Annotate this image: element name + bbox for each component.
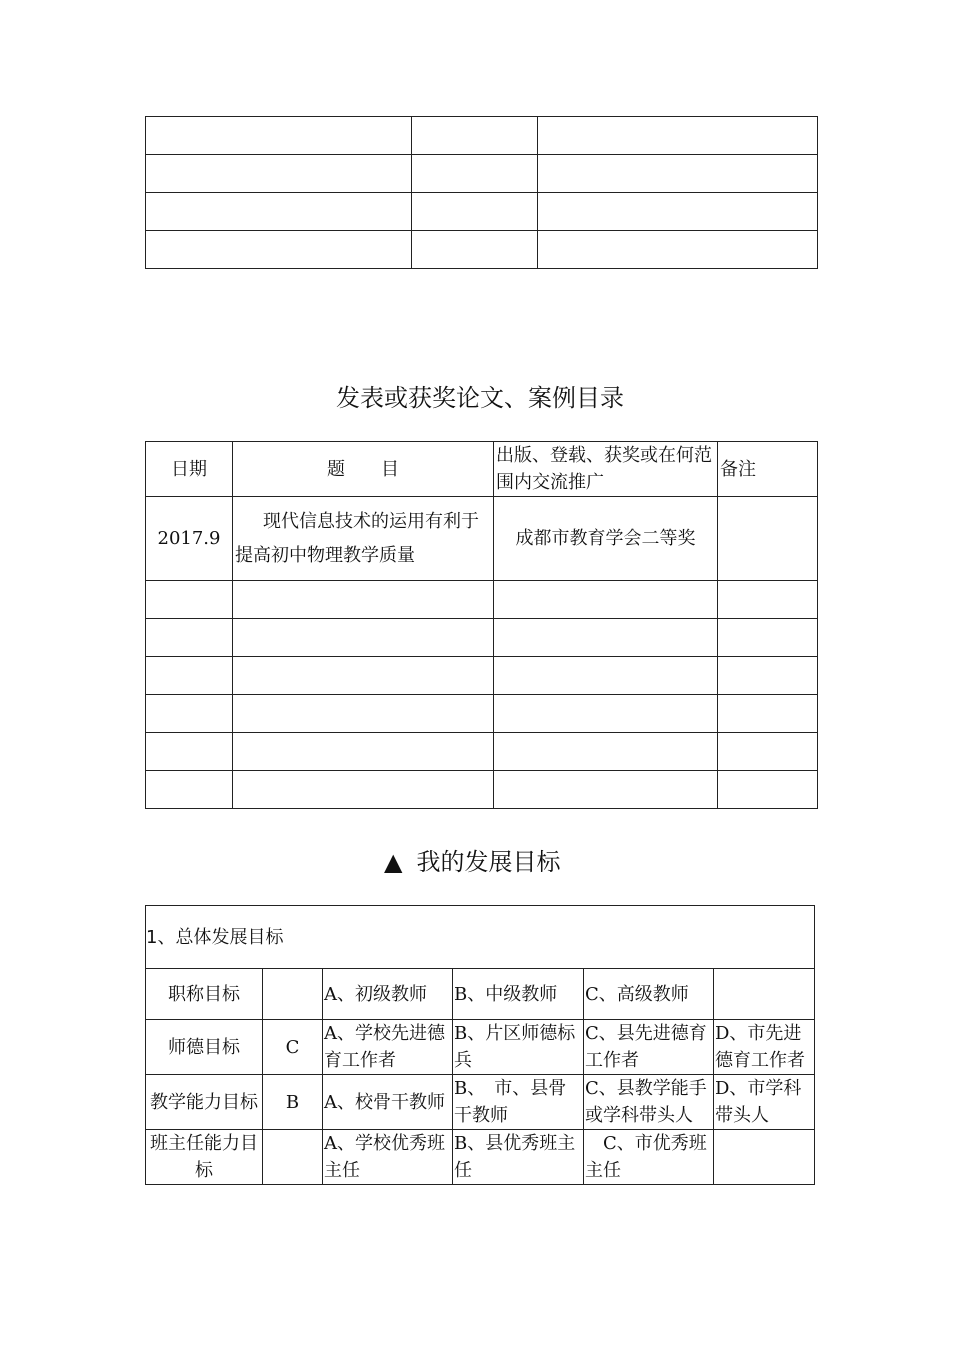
table-row <box>146 581 818 619</box>
papers-table <box>145 441 818 809</box>
goal-value <box>263 969 323 1020</box>
goal-option <box>714 969 815 1020</box>
goal-value: C <box>263 1020 323 1075</box>
table-row <box>146 155 818 193</box>
goal-option: B、中级教师 <box>453 969 584 1020</box>
goal-label: 班主任能力目标 <box>146 1130 263 1185</box>
section-row <box>146 906 815 969</box>
goal-value: B <box>263 1075 323 1130</box>
goal-option: C、县先进德育工作者 <box>584 1020 714 1075</box>
table-row <box>146 231 818 269</box>
header-date: 日期 <box>146 442 233 497</box>
goal-option: C、市优秀班主任 <box>584 1130 714 1185</box>
goal-option: B、县优秀班主任 <box>453 1130 584 1185</box>
table-row <box>146 695 818 733</box>
goal-row <box>146 1130 815 1185</box>
goal-option: C、高级教师 <box>584 969 714 1020</box>
goal-value <box>263 1130 323 1185</box>
table-row <box>146 117 818 155</box>
goal-row <box>146 1075 815 1130</box>
papers-section-title: 发表或获奖论文、案例目录 <box>336 384 624 412</box>
goal-option: D、市先进德育工作者 <box>714 1020 815 1075</box>
header-note: 备注 <box>718 442 818 497</box>
goal-option <box>714 1130 815 1185</box>
table-row <box>146 657 818 695</box>
goal-option: C、县教学能手或学科带头人 <box>584 1075 714 1130</box>
table-header-row <box>146 442 818 497</box>
goal-option: D、市学科带头人 <box>714 1075 815 1130</box>
goal-option: A、学校优秀班主任 <box>323 1130 453 1185</box>
cell-note <box>718 497 818 581</box>
header-scope: 出版、登载、获奖或在何范围内交流推广 <box>494 442 718 497</box>
goal-option: A、初级教师 <box>323 969 453 1020</box>
cell-title-text: 现代信息技术的运用有利于提高初中物理教学质量 <box>235 510 479 566</box>
goal-label: 职称目标 <box>146 969 263 1020</box>
table-row <box>146 193 818 231</box>
goal-option: A、校骨干教师 <box>323 1075 453 1130</box>
goal-row <box>146 969 815 1020</box>
goal-row <box>146 1020 815 1075</box>
goal-label: 师德目标 <box>146 1020 263 1075</box>
goal-option: A、学校先进德育工作者 <box>323 1020 453 1075</box>
empty-table-top <box>145 116 818 269</box>
goals-table <box>145 905 815 1185</box>
cell-title <box>233 497 494 581</box>
table-row <box>146 619 818 657</box>
goal-option: B、 市、县骨干教师 <box>453 1075 584 1130</box>
goal-label: 教学能力目标 <box>146 1075 263 1130</box>
section-title: 1、总体发展目标 <box>146 906 815 969</box>
cell-scope: 成都市教育学会二等奖 <box>494 497 718 581</box>
table-row <box>146 771 818 809</box>
triangle-icon: ▲ <box>384 848 403 876</box>
goals-heading <box>384 842 560 877</box>
goal-option: B、片区师德标兵 <box>453 1020 584 1075</box>
table-row <box>146 497 818 581</box>
cell-date: 2017.9 <box>146 497 233 581</box>
goals-heading-text: 我的发展目标 <box>416 848 561 876</box>
header-title: 题 目 <box>233 442 494 497</box>
table-row <box>146 733 818 771</box>
